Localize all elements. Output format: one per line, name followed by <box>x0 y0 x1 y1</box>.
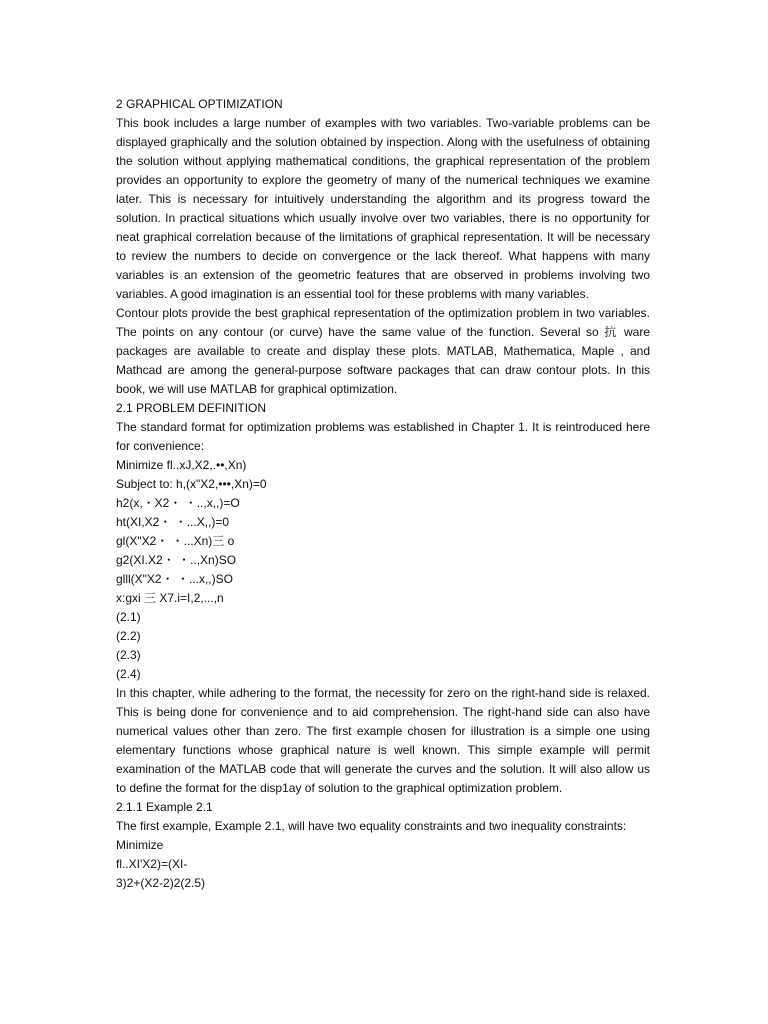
tail-line: 3)2+(X2-2)2(2.5) <box>116 876 206 890</box>
contour-paragraph: Contour plots provide the best graphical representation of the optimization problem in two variables. The points on any contour (or curve) have the same value of the function. Several so 抗 ware packages are available to create and display these plots. MATLAB, Mathematica, Maple , and Mathcad are among the general-purpose software packages that can draw contour plots. In this book, we will use MATLAB for graphical optimization. <box>116 306 650 396</box>
equation-number: (2.2) <box>116 629 141 643</box>
example-heading: 2.1.1 Example 2.1 <box>116 800 213 814</box>
equation-number: (2.1) <box>116 610 141 624</box>
formula-line: ht(XI,X2・ ・...X,,)=0 <box>116 515 230 529</box>
chapter-paragraph: In this chapter, while adhering to the format, the necessity for zero on the right-hand side is relaxed. This is being done for convenience and to aid comprehension. The right-hand side can also have numerical values other than zero. The first example chosen for illustration is a simple one using elementary functions whose graphical nature is well known. This simple example will permit examination of the MATLAB code that will generate the curves and the solution. It will also allow us to define the format for the disp1ay of solution to the graphical optimization problem. <box>116 686 650 795</box>
tail-line: fl..XI'X2)=(XI- <box>116 857 188 871</box>
document-page <box>116 95 650 893</box>
tail-line: Minimize <box>116 838 164 852</box>
equation-number: (2.3) <box>116 648 141 662</box>
formula-line: Subject to: h,(x"X2,•••,Xn)=0 <box>116 477 267 491</box>
equation-number: (2.4) <box>116 667 141 681</box>
standard-format-paragraph: The standard format for optimization problems was established in Chapter 1. It is reintroduced here for convenience: <box>116 420 650 453</box>
formula-line: glll(X"X2・ ・...x,,)SO <box>116 572 233 586</box>
formula-line: gl(X"X2・ ・...Xn)三 o <box>116 534 235 548</box>
intro-paragraph: This book includes a large number of examples with two variables. Two-variable problems can be displayed graphically and the solution obtained by inspection. Along with the usefulness of obtaining the solution without applying mathematical conditions, the graphical representation of the problem provides an opportunity to explore the geometry of many of the numerical techniques we examine later. This is necessary for intuitively understanding the algorithm and its progress toward the solution. In practical situations which usually involve over two variables, there is no opportunity for neat graphical correlation because of the limitations of graphical representation. It will be necessary to review the numbers to decide on convergence or the lack thereof. What happens with many variables is an extension of the geometric features that are observed in problems involving two variables. A good imagination is an essential tool for these problems with many variables. <box>116 116 650 301</box>
subsection-heading: 2.1 PROBLEM DEFINITION <box>116 401 267 415</box>
section-heading: 2 GRAPHICAL OPTIMIZATION <box>116 97 283 111</box>
formula-line: x:gxi 三 X7.i=I,2,...,n <box>116 591 224 605</box>
formula-line: Minimize fl..xJ,X2,.••,Xn) <box>116 458 247 472</box>
formula-line: h2(x,・X2・ ・..,x,,)=O <box>116 496 240 510</box>
formula-line: g2(XI.X2・ ・..,Xn)SO <box>116 553 237 567</box>
example-paragraph: The first example, Example 2.1, will have two equality constraints and two inequality constraints: <box>116 819 627 833</box>
